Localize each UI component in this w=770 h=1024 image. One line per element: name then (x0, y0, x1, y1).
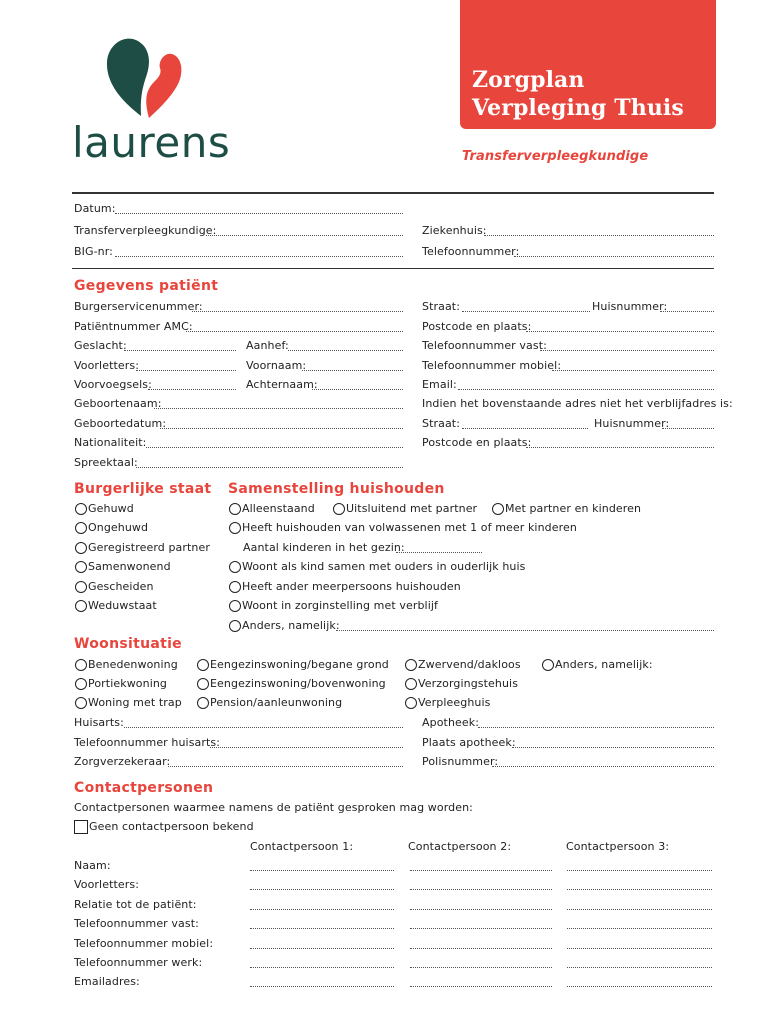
aantal-kinderen-label: Aantal kinderen in het gezin: (243, 541, 405, 554)
transferverpleegkundige-label: Transferverpleegkundige: (74, 224, 217, 237)
contact-1-field[interactable] (250, 928, 394, 929)
patient-heading: Gegevens patiënt (74, 278, 219, 294)
option-alleenstaand: Alleenstaand (242, 502, 315, 515)
radio-samenwonend[interactable] (75, 561, 87, 573)
straat2-label: Straat: (422, 417, 461, 430)
voorletters-label: Voorletters: (74, 359, 140, 372)
plaats-apotheek-label: Plaats apotheek: (422, 736, 516, 749)
apotheek-label: Apotheek: (422, 716, 480, 729)
achternaam-field[interactable] (312, 389, 403, 390)
radio-zwervend[interactable] (405, 659, 417, 671)
plaats-apotheek-field[interactable] (512, 747, 714, 748)
radio-ongehuwd[interactable] (75, 522, 87, 534)
voorvoegsels-field[interactable] (148, 389, 236, 390)
option-samenwonend: Samenwonend (88, 560, 171, 573)
huisnummer-label: Huisnummer: (592, 300, 668, 313)
burgerlijke-staat-heading: Burgerlijke staat (74, 481, 212, 497)
contact-intro: Contactpersonen waarmee namens de patiënt gesproken mag worden: (74, 801, 473, 814)
contact-2-field[interactable] (410, 948, 552, 949)
tel-huisarts-label: Telefoonnummer huisarts: (74, 736, 221, 749)
contact-row-label: Voorletters: (74, 878, 140, 891)
tel-vast-label: Telefoonnummer vast: (422, 339, 547, 352)
geboortedatum-field[interactable] (160, 428, 403, 429)
contact-row-label: Telefoonnummer vast: (74, 917, 199, 930)
postcode2-field[interactable] (526, 447, 714, 448)
radio-partner-kinderen[interactable] (492, 503, 504, 515)
huishouden-heading: Samenstelling huishouden (228, 481, 445, 497)
contact-2-field[interactable] (410, 986, 552, 987)
huishouden-anders-field[interactable] (336, 630, 714, 631)
option-eengezins-bovenwoning: Eengezinswoning/bovenwoning (210, 677, 386, 690)
voorletters-field[interactable] (136, 370, 236, 371)
contact-2-field[interactable] (410, 967, 552, 968)
contact-column-3: Contactpersoon 3: (566, 840, 670, 853)
straat-label: Straat: (422, 300, 461, 313)
option-gehuwd: Gehuwd (88, 502, 134, 515)
zorgverzekeraar-field[interactable] (168, 766, 403, 767)
huisarts-label: Huisarts: (74, 716, 124, 729)
woonsituatie-heading: Woonsituatie (74, 636, 182, 652)
option-zwervend: Zwervend/dakloos (418, 658, 521, 671)
nationaliteit-label: Nationaliteit: (74, 436, 147, 449)
voornaam-field[interactable] (302, 370, 403, 371)
contact-1-field[interactable] (250, 948, 394, 949)
apotheek-field[interactable] (478, 727, 714, 728)
spreektaal-field[interactable] (136, 467, 403, 468)
aanhef-field[interactable] (288, 350, 403, 351)
radio-meerpersoons[interactable] (229, 581, 241, 593)
radio-gehuwd[interactable] (75, 503, 87, 515)
radio-alleenstaand[interactable] (229, 503, 241, 515)
option-eengezins-begane-grond: Eengezinswoning/begane grond (210, 658, 389, 671)
amc-label: Patiëntnummer AMC: (74, 320, 193, 333)
contact-2-field[interactable] (410, 928, 552, 929)
contact-3-field[interactable] (567, 967, 712, 968)
datum-field[interactable] (115, 213, 403, 214)
postcode-label: Postcode en plaats: (422, 320, 532, 333)
radio-volwassenen[interactable] (229, 522, 241, 534)
radio-eengezins-begane-grond[interactable] (197, 659, 209, 671)
radio-huishouden-anders[interactable] (229, 620, 241, 632)
geboortenaam-field[interactable] (154, 408, 403, 409)
contact-1-field[interactable] (250, 986, 394, 987)
option-portiekwoning: Portiekwoning (88, 677, 168, 690)
option-weduwstaat: Weduwstaat (88, 599, 157, 612)
telefoonnummer-label: Telefoonnummer: (422, 245, 520, 258)
option-pension: Pension/aanleunwoning (210, 696, 343, 709)
contact-1-field[interactable] (250, 909, 394, 910)
radio-gescheiden[interactable] (75, 581, 87, 593)
postcode-field[interactable] (526, 331, 714, 332)
tel-vast-field[interactable] (540, 350, 714, 351)
option-benedenwoning: Benedenwoning (88, 658, 178, 671)
ziekenhuis-label: Ziekenhuis: (422, 224, 487, 237)
contact-column-1: Contactpersoon 1: (250, 840, 354, 853)
aantal-kinderen-field[interactable] (396, 552, 482, 553)
aanhef-label: Aanhef: (246, 339, 289, 352)
option-woning-met-trap: Woning met trap (88, 696, 182, 709)
radio-met-partner[interactable] (333, 503, 345, 515)
radio-benedenwoning[interactable] (75, 659, 87, 671)
big-nr-label: BIG-nr: (74, 245, 113, 258)
contact-row-label: Relatie tot de patiënt: (74, 898, 197, 911)
radio-zorginstelling[interactable] (229, 600, 241, 612)
contact-1-field[interactable] (250, 967, 394, 968)
huisnummer-field[interactable] (660, 311, 714, 312)
geboortenaam-label: Geboortenaam: (74, 397, 162, 410)
contact-row-label: Naam: (74, 859, 111, 872)
contact-2-field[interactable] (410, 889, 552, 890)
ziekenhuis-field[interactable] (484, 235, 714, 236)
option-meerpersoons: Heeft ander meerpersoons huishouden (242, 580, 461, 593)
zorgverzekeraar-label: Zorgverzekeraar: (74, 755, 171, 768)
contact-heading: Contactpersonen (74, 780, 214, 796)
radio-verpleeghuis[interactable] (405, 697, 417, 709)
contact-1-field[interactable] (250, 870, 394, 871)
huisnummer2-label: Huisnummer: (594, 417, 670, 430)
contact-3-field[interactable] (567, 928, 712, 929)
radio-portiekwoning[interactable] (75, 678, 87, 690)
option-gescheiden: Gescheiden (88, 580, 154, 593)
email-label: Email: (422, 378, 457, 391)
straat-field[interactable] (462, 311, 590, 312)
amc-field[interactable] (186, 331, 403, 332)
datum-label: Datum: (74, 202, 116, 215)
contact-row-label: Telefoonnummer werk: (74, 956, 203, 969)
afwijkend-adres-note: Indien het bovenstaande adres niet het verblijfadres is: (422, 397, 733, 410)
contact-column-2: Contactpersoon 2: (408, 840, 512, 853)
spreektaal-label: Spreektaal: (74, 456, 138, 469)
option-ongehuwd: Ongehuwd (88, 521, 149, 534)
geen-contact-checkbox[interactable] (74, 820, 88, 834)
option-verpleeghuis: Verpleeghuis (418, 696, 491, 709)
tel-huisarts-field[interactable] (210, 747, 403, 748)
huisnummer2-field[interactable] (662, 428, 714, 429)
huisarts-field[interactable] (124, 727, 403, 728)
intro-divider (72, 268, 714, 269)
radio-weduwstaat[interactable] (75, 600, 87, 612)
voornaam-label: Voornaam: (246, 359, 307, 372)
nationaliteit-field[interactable] (146, 447, 403, 448)
contact-row-label: Telefoonnummer mobiel: (74, 937, 214, 950)
option-huishouden-anders: Anders, namelijk: (242, 619, 340, 632)
document-title-line2: Verpleging Thuis (472, 95, 684, 121)
radio-eengezins-bovenwoning[interactable] (197, 678, 209, 690)
radio-pension[interactable] (197, 697, 209, 709)
contact-2-field[interactable] (410, 870, 552, 871)
document-subtitle: Transferverpleegkundige (462, 149, 649, 164)
option-geregistreerd-partner: Geregistreerd partner (88, 541, 210, 554)
radio-ouders[interactable] (229, 561, 241, 573)
email-field[interactable] (458, 389, 714, 390)
tel-mobiel-field[interactable] (552, 370, 714, 371)
contact-3-field[interactable] (567, 909, 712, 910)
option-woon-anders: Anders, namelijk: (555, 658, 653, 671)
radio-woning-met-trap[interactable] (75, 697, 87, 709)
option-volwassenen: Heeft huishouden van volwassenen met 1 of meer kinderen (242, 521, 577, 534)
geboortedatum-label: Geboortedatum: (74, 417, 167, 430)
transferverpleegkundige-field[interactable] (206, 235, 403, 236)
laurens-logo-mark (100, 30, 185, 122)
option-ouders: Woont als kind samen met ouders in ouderlijk huis (242, 560, 526, 573)
radio-woon-anders[interactable] (542, 659, 554, 671)
contact-row-label: Emailadres: (74, 975, 140, 988)
contact-2-field[interactable] (410, 909, 552, 910)
bsn-field[interactable] (192, 311, 403, 312)
option-zorginstelling: Woont in zorginstelling met verblijf (242, 599, 438, 612)
contact-3-field[interactable] (567, 986, 712, 987)
contact-3-field[interactable] (567, 870, 712, 871)
option-verzorgingstehuis: Verzorgingstehuis (418, 677, 519, 690)
bsn-label: Burgerservicenummer: (74, 300, 203, 313)
polisnummer-field[interactable] (492, 766, 714, 767)
logo-wordmark: laurens (72, 118, 231, 167)
radio-verzorgingstehuis[interactable] (405, 678, 417, 690)
straat2-field[interactable] (462, 428, 588, 429)
header-divider (72, 192, 714, 194)
option-partner-kinderen: Met partner en kinderen (505, 502, 642, 515)
telefoonnummer-field[interactable] (514, 256, 714, 257)
tel-mobiel-label: Telefoonnummer mobiel: (422, 359, 562, 372)
document-title-line1: Zorgplan (472, 67, 585, 93)
contact-3-field[interactable] (567, 948, 712, 949)
achternaam-label: Achternaam: (246, 378, 318, 391)
postcode2-label: Postcode en plaats: (422, 436, 532, 449)
polisnummer-label: Polisnummer: (422, 755, 499, 768)
radio-geregistreerd-partner[interactable] (75, 542, 87, 554)
big-nr-field[interactable] (115, 256, 403, 257)
geslacht-field[interactable] (124, 350, 236, 351)
geen-contact-label: Geen contactpersoon bekend (89, 820, 254, 833)
voorvoegsels-label: Voorvoegsels: (74, 378, 152, 391)
contact-1-field[interactable] (250, 889, 394, 890)
contact-3-field[interactable] (567, 889, 712, 890)
option-met-partner: Uitsluitend met partner (346, 502, 478, 515)
geslacht-label: Geslacht: (74, 339, 127, 352)
